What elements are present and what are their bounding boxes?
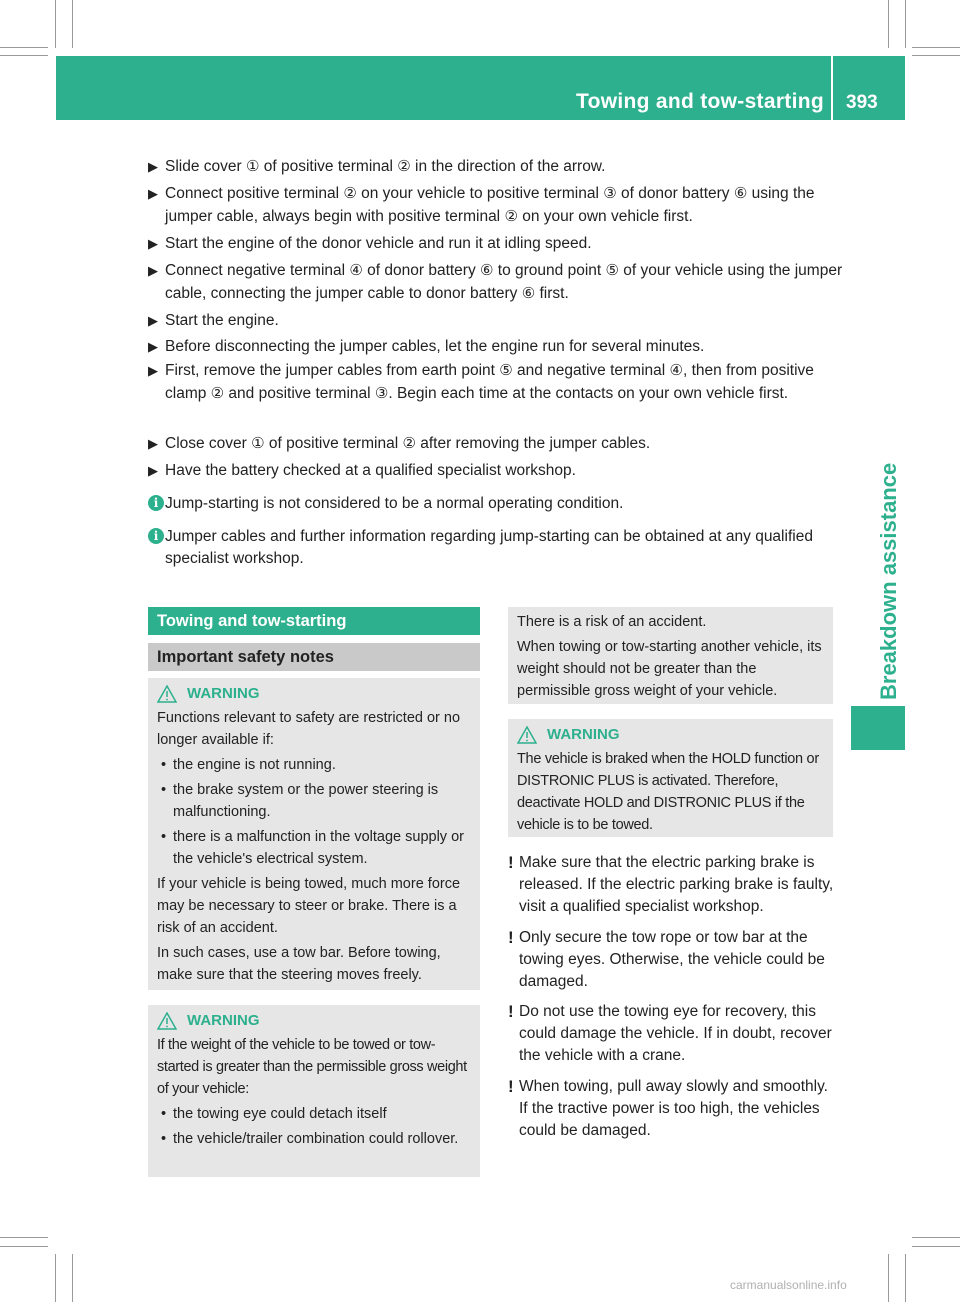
crop-mark xyxy=(0,1237,48,1238)
instruction-text-segment: of positive terminal xyxy=(259,158,398,175)
page-title: Towing and tow-starting xyxy=(576,90,824,113)
instruction-step xyxy=(148,459,848,482)
info-note-text: Jump-starting is not considered to be a normal operating condition. xyxy=(165,495,624,512)
header-separator xyxy=(831,56,833,120)
crop-mark xyxy=(55,1254,56,1302)
warning-bullet-text: there is a malfunction in the voltage supply or the vehicle's electrical system. xyxy=(173,829,464,867)
warning-text: The vehicle is braked when the HOLD function or DISTRONIC PLUS is activated. Therefore, deactivate HOLD and DISTRONIC PLUS if the vehicle is to be towed. xyxy=(517,751,819,833)
warning-paragraph: There is a risk of an accident. xyxy=(517,614,707,630)
step-arrow-icon: ▶ xyxy=(148,186,158,201)
caution-note xyxy=(508,1076,838,1142)
crop-mark xyxy=(905,0,906,48)
warning-title xyxy=(517,724,825,746)
warning-triangle-icon xyxy=(157,1012,177,1030)
instruction-text xyxy=(148,232,848,255)
step-arrow-icon: ▶ xyxy=(148,159,158,174)
instruction-text-segment: Close cover xyxy=(165,435,252,452)
crop-mark xyxy=(0,55,48,56)
instruction-text-segment: of positive terminal xyxy=(264,435,403,452)
caution-icon: ! xyxy=(508,853,514,872)
instruction-text-segment: and negative terminal xyxy=(512,362,670,379)
crop-mark xyxy=(905,1254,906,1302)
instruction-text-segment: using the jumper cable, always begin with positive terminal xyxy=(165,185,815,225)
warning-continuation-box xyxy=(508,607,833,704)
instruction-step xyxy=(148,309,848,332)
caution-note xyxy=(508,927,838,993)
warning-paragraph: When towing or tow-starting another vehicle, its weight should not be greater than the permissible gross weight of your vehicle. xyxy=(517,639,822,699)
step-arrow-icon: ▶ xyxy=(148,236,158,251)
step-arrow-icon: ▶ xyxy=(148,436,158,451)
instruction-text-segment: Slide cover xyxy=(165,158,246,175)
caution-note-text: Only secure the tow rope or tow bar at the towing eyes. Otherwise, the vehicle could be damaged. xyxy=(519,929,825,990)
callout-number: ② xyxy=(343,185,357,202)
warning-title-text: WARNING xyxy=(187,1012,260,1029)
info-icon: i xyxy=(148,495,164,511)
warning-paragraph: In such cases, use a tow bar. Before towing, make sure that the steering moves freely. xyxy=(157,945,441,983)
step-arrow-icon: ▶ xyxy=(148,463,158,478)
instruction-step xyxy=(148,359,848,405)
instruction-text-segment: Before disconnecting the jumper cables, let the engine run for several minutes. xyxy=(165,338,705,355)
section-heading: Towing and tow-starting xyxy=(148,607,480,635)
warning-triangle-icon xyxy=(517,726,537,744)
instruction-text-segment: Connect positive terminal xyxy=(165,185,344,202)
crop-mark xyxy=(912,1246,960,1247)
warning-box xyxy=(148,678,480,990)
crop-mark xyxy=(888,1254,889,1302)
callout-number: ③ xyxy=(374,385,389,402)
instruction-text-segment: . Begin each time at the contacts on your own vehicle first. xyxy=(388,385,789,402)
warning-triangle-icon xyxy=(157,685,177,703)
callout-number: ① xyxy=(251,435,265,452)
instruction-step xyxy=(148,432,848,455)
side-section-label-text: Breakdown assistance xyxy=(876,462,901,700)
warning-bullet xyxy=(157,779,472,823)
warning-intro: Functions relevant to safety are restricted or no longer available if: xyxy=(157,710,461,748)
instruction-text-segment: First, remove the jumper cables from earth point xyxy=(165,362,500,379)
crop-mark xyxy=(888,0,889,48)
callout-number: ④ xyxy=(349,262,363,279)
instruction-text-segment: Start the engine. xyxy=(165,312,279,329)
warning-bullet-text: the engine is not running. xyxy=(173,757,336,773)
instruction-step xyxy=(148,232,848,255)
step-arrow-icon: ▶ xyxy=(148,313,158,328)
bullet-dot: • xyxy=(161,757,167,773)
instruction-text xyxy=(148,155,848,178)
warning-title-text: WARNING xyxy=(187,685,260,702)
instruction-step xyxy=(148,335,848,358)
callout-number: ② xyxy=(210,385,225,402)
instruction-text-segment: of your vehicle using the jumper cable, connecting the jumper cable to donor battery xyxy=(165,262,843,302)
instruction-text-segment: Have the battery checked at a qualified specialist workshop. xyxy=(165,462,576,479)
warning-bullet-text: the brake system or the power steering is malfunctioning. xyxy=(173,782,439,820)
crop-mark xyxy=(912,47,960,48)
caution-note-text: When towing, pull away slowly and smoothly. If the tractive power is too high, the vehicles could be damaged. xyxy=(519,1078,828,1139)
instruction-text xyxy=(148,459,848,482)
instruction-text xyxy=(148,259,848,305)
instruction-text-segment: on your vehicle to positive terminal xyxy=(356,185,604,202)
instruction-text-segment: after removing the jumper cables. xyxy=(415,435,651,452)
caution-icon: ! xyxy=(508,1002,514,1021)
bullet-dot: • xyxy=(161,1106,167,1122)
instruction-text-segment: of donor battery xyxy=(362,262,481,279)
instruction-text xyxy=(148,359,848,405)
callout-number: ⑥ xyxy=(733,185,748,202)
crop-mark xyxy=(912,1237,960,1238)
callout-number: ⑥ xyxy=(480,262,494,279)
crop-mark xyxy=(912,55,960,56)
instruction-text-segment: to ground point xyxy=(493,262,606,279)
warning-paragraph: If your vehicle is being towed, much more force may be necessary to steer or brake. There is a risk of an accident. xyxy=(157,876,461,936)
warning-bullet xyxy=(157,1128,472,1150)
callout-number: ② xyxy=(397,158,411,175)
warning-bullet-list xyxy=(157,1103,472,1150)
callout-number: ② xyxy=(402,435,416,452)
instruction-text xyxy=(148,309,848,332)
warning-box xyxy=(148,1005,480,1177)
crop-mark xyxy=(55,0,56,48)
page-number: 393 xyxy=(846,92,878,113)
bullet-dot: • xyxy=(161,1131,167,1147)
warning-title-text: WARNING xyxy=(547,726,620,743)
instruction-text-segment: of donor battery xyxy=(616,185,734,202)
crop-mark xyxy=(0,47,48,48)
instruction-text xyxy=(148,432,848,455)
step-arrow-icon: ▶ xyxy=(148,363,158,378)
instruction-text-segment: Start the engine of the donor vehicle and run it at idling speed. xyxy=(165,235,592,252)
caution-note xyxy=(508,1001,838,1067)
info-note xyxy=(148,526,838,570)
info-note xyxy=(148,493,838,515)
warning-bullet xyxy=(157,1103,472,1125)
bullet-dot: • xyxy=(161,829,167,845)
info-icon: i xyxy=(148,528,164,544)
instruction-text xyxy=(148,335,848,358)
callout-number: ④ xyxy=(669,362,683,379)
side-tab-marker xyxy=(851,706,905,750)
crop-mark xyxy=(72,1254,73,1302)
warning-bullet-text: the towing eye could detach itself xyxy=(173,1106,387,1122)
instruction-text-segment: , then from positive clamp xyxy=(165,362,814,402)
warning-intro: If the weight of the vehicle to be towed or tow-started is greater than the permissible gross weight of your vehicle: xyxy=(157,1037,467,1097)
caution-icon: ! xyxy=(508,928,514,947)
subsection-heading: Important safety notes xyxy=(148,643,480,671)
instruction-step xyxy=(148,259,848,305)
callout-number: ③ xyxy=(603,185,617,202)
instruction-text-segment: in the direction of the arrow. xyxy=(410,158,606,175)
crop-mark xyxy=(72,0,73,48)
callout-number: ⑤ xyxy=(499,362,513,379)
callout-number: ⑥ xyxy=(521,285,536,302)
step-arrow-icon: ▶ xyxy=(148,263,158,278)
caution-note-text: Make sure that the electric parking brake is released. If the electric parking brake is faulty, visit a qualified specialist workshop. xyxy=(519,854,834,915)
warning-box xyxy=(508,719,833,837)
side-section-label xyxy=(850,444,901,700)
callout-number: ② xyxy=(504,208,518,225)
instruction-text-segment: first. xyxy=(535,285,569,302)
instruction-step xyxy=(148,182,848,228)
warning-title xyxy=(157,683,472,705)
callout-number: ① xyxy=(245,158,260,175)
warning-bullet-list xyxy=(157,754,472,870)
instruction-text-segment: on your own vehicle first. xyxy=(517,208,693,225)
instruction-text-segment: Connect negative terminal xyxy=(165,262,350,279)
warning-title xyxy=(157,1010,472,1032)
bullet-dot: • xyxy=(161,782,167,798)
caution-note-text: Do not use the towing eye for recovery, this could damage the vehicle. If in doubt, recover the vehicle with a crane. xyxy=(519,1003,832,1064)
instruction-text-segment: and positive terminal xyxy=(224,385,375,402)
watermark: carmanualsonline.info xyxy=(730,1278,847,1292)
warning-bullet-text: the vehicle/trailer combination could rollover. xyxy=(173,1131,459,1147)
crop-mark xyxy=(0,1246,48,1247)
callout-number: ⑤ xyxy=(605,262,619,279)
caution-icon: ! xyxy=(508,1077,514,1096)
caution-note xyxy=(508,852,838,918)
warning-bullet xyxy=(157,826,472,870)
info-note-text: Jumper cables and further information regarding jump-starting can be obtained at any qualified specialist workshop. xyxy=(165,528,813,567)
warning-bullet xyxy=(157,754,472,776)
instruction-text xyxy=(148,182,848,228)
step-arrow-icon: ▶ xyxy=(148,339,158,354)
instruction-step xyxy=(148,155,848,178)
